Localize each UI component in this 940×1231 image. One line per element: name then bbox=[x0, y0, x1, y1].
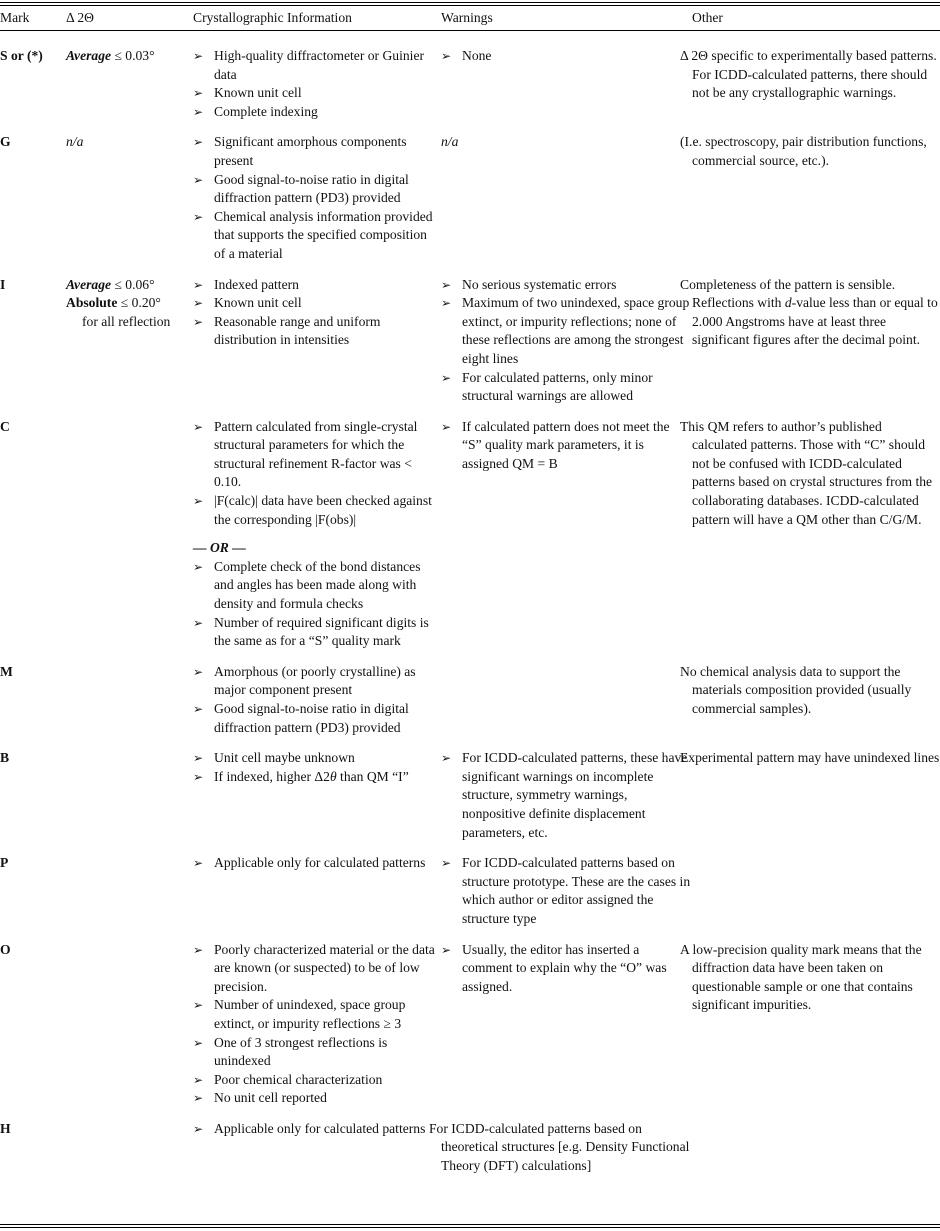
list-item bbox=[193, 276, 441, 295]
arrow-bullet-icon: ➢ bbox=[193, 664, 204, 679]
list-item-text: Good signal-to-noise ratio in digital diffraction pattern (PD3) provided bbox=[214, 701, 409, 735]
other-cell: No chemical analysis data to support the materials composition provided (usually commercial samples). bbox=[680, 663, 912, 716]
crystallographic-list bbox=[193, 941, 441, 1108]
list-item bbox=[441, 854, 692, 928]
list-item bbox=[193, 996, 441, 1033]
warnings-cell bbox=[441, 418, 692, 663]
list-item bbox=[193, 700, 441, 737]
absolute-value: ≤ 0.20° bbox=[117, 295, 161, 311]
top-rule-2 bbox=[0, 5, 940, 6]
arrow-bullet-icon: ➢ bbox=[441, 277, 452, 292]
list-item-text: If calculated pattern does not meet the “S” quality mark parameters, it is assigned QM = B bbox=[462, 418, 670, 471]
other-cell: Δ 2Θ specific to experimentally based patterns. For ICDD-calculated patterns, there should not be any crystallographic warnings. bbox=[680, 48, 937, 101]
other-cell bbox=[680, 276, 940, 418]
arrow-bullet-icon: ➢ bbox=[193, 296, 204, 311]
other-cell: (I.e. spectroscopy, pair distribution functions, commercial source, etc.). bbox=[680, 134, 927, 168]
crystallographic-list bbox=[193, 133, 441, 263]
list-item-text: Usually, the editor has inserted a comment to explain why the “O” was assigned. bbox=[462, 941, 667, 994]
list-item bbox=[193, 294, 441, 313]
arrow-bullet-icon: ➢ bbox=[193, 314, 204, 329]
mark-cell: M bbox=[0, 663, 13, 679]
list-item bbox=[193, 103, 441, 122]
crystallographic-cell bbox=[193, 941, 441, 1120]
arrow-bullet-icon: ➢ bbox=[441, 942, 452, 957]
crystallographic-list bbox=[193, 1120, 441, 1139]
list-item-text: Pattern calculated from single-crystal structural parameters for which the structural refinement R-factor was < 0.10. bbox=[214, 418, 418, 490]
header-row bbox=[0, 9, 940, 28]
list-item bbox=[193, 47, 441, 84]
list-item bbox=[193, 1034, 441, 1071]
arrow-bullet-icon: ➢ bbox=[441, 419, 452, 434]
delta-2theta-cell bbox=[66, 1120, 193, 1188]
crystallographic-cell bbox=[193, 133, 441, 275]
crystallographic-list bbox=[193, 418, 441, 530]
mark-cell: P bbox=[0, 855, 9, 871]
delta-2theta-cell bbox=[66, 854, 193, 940]
other-cell: This QM refers to author’s published calculated patterns. Those with “C” should not be confused with ICDD-calculated patterns based on crystal structures from the collaborating databases. ICDD-calculated pattern will have a QM other than C/G/M. bbox=[680, 418, 933, 527]
list-item-text: Amorphous (or poorly crystalline) as major component present bbox=[214, 663, 416, 698]
list-item bbox=[193, 171, 441, 208]
list-item-text: Known unit cell bbox=[214, 85, 302, 101]
warnings-list bbox=[441, 276, 692, 406]
list-item bbox=[441, 749, 692, 842]
absolute-note: for all reflection bbox=[82, 313, 171, 329]
list-item-text: Applicable only for calculated patterns bbox=[214, 855, 426, 871]
crystallographic-cell bbox=[193, 276, 441, 418]
list-item-text: One of 3 strongest reflections is unindexed bbox=[214, 1034, 388, 1069]
list-item-text: For ICDD-calculated patterns based on structure prototype. These are the cases in which author or editor assigned the structure type bbox=[462, 855, 691, 926]
list-item-text: No unit cell reported bbox=[214, 1090, 327, 1106]
arrow-bullet-icon: ➢ bbox=[441, 370, 452, 385]
list-item-text: Chemical analysis information provided that supports the specified composition of a material bbox=[214, 208, 433, 261]
arrow-bullet-icon: ➢ bbox=[193, 702, 204, 716]
mark-cell: I bbox=[0, 276, 6, 292]
arrow-bullet-icon: ➢ bbox=[193, 1035, 204, 1050]
list-item bbox=[193, 614, 441, 651]
average-value: ≤ 0.06° bbox=[111, 276, 155, 292]
arrow-bullet-icon: ➢ bbox=[193, 104, 204, 119]
arrow-bullet-icon: ➢ bbox=[441, 49, 452, 63]
list-item bbox=[193, 1089, 441, 1108]
list-item bbox=[441, 418, 692, 474]
list-item-text: Known unit cell bbox=[214, 295, 302, 311]
item-text-theta: θ bbox=[329, 768, 337, 784]
warnings-cell: n/a bbox=[441, 134, 459, 150]
list-item bbox=[441, 47, 692, 66]
warnings-cell bbox=[441, 276, 692, 418]
warnings-cell bbox=[441, 28, 692, 133]
table-row-s bbox=[0, 28, 940, 133]
average-label: Average bbox=[66, 48, 112, 63]
quality-mark-table bbox=[0, 9, 940, 1188]
table-row-m bbox=[0, 663, 940, 749]
list-item bbox=[193, 663, 441, 700]
table-row-i bbox=[0, 276, 940, 418]
list-item-text: Reasonable range and uniform distribution in intensities bbox=[214, 313, 381, 348]
list-item bbox=[441, 369, 692, 406]
table-row-h bbox=[0, 1120, 940, 1188]
bottom-rule-2 bbox=[0, 1227, 940, 1228]
list-item-text: Applicable only for calculated patterns bbox=[214, 1120, 426, 1136]
crystallographic-cell bbox=[193, 418, 441, 663]
delta-2theta-cell: n/a bbox=[66, 134, 84, 150]
list-item-text: Significant amorphous components present bbox=[214, 134, 407, 168]
list-item bbox=[193, 418, 441, 492]
mark-cell: B bbox=[0, 750, 10, 766]
arrow-bullet-icon: ➢ bbox=[193, 1072, 204, 1087]
absolute-label: Absolute bbox=[66, 295, 118, 311]
delta-2theta-cell bbox=[66, 276, 193, 418]
delta-2theta-cell bbox=[66, 941, 193, 1120]
list-item bbox=[193, 558, 441, 614]
warnings-list bbox=[441, 418, 692, 474]
arrow-bullet-icon: ➢ bbox=[193, 751, 204, 766]
mark-cell: H bbox=[0, 1120, 11, 1136]
arrow-bullet-icon: ➢ bbox=[193, 494, 204, 509]
table-row-c bbox=[0, 418, 940, 663]
list-item-text: Poorly characterized material or the data are known (or suspected) to be of low precision. bbox=[214, 941, 435, 994]
arrow-bullet-icon: ➢ bbox=[193, 998, 204, 1013]
list-item-text: No serious systematic errors bbox=[462, 276, 617, 292]
crystallographic-list bbox=[193, 47, 441, 121]
other-cell bbox=[692, 1120, 940, 1188]
crystallographic-cell bbox=[193, 28, 441, 133]
warnings-list bbox=[441, 47, 692, 66]
table-row-p bbox=[0, 854, 940, 940]
header-mark: Mark bbox=[0, 10, 30, 25]
arrow-bullet-icon: ➢ bbox=[193, 49, 204, 63]
mark-cell: O bbox=[0, 941, 11, 957]
arrow-bullet-icon: ➢ bbox=[193, 559, 204, 574]
average-label: Average bbox=[66, 276, 112, 292]
delta-2theta-cell bbox=[66, 663, 193, 749]
warnings-cell: For ICDD-calculated patterns based on theoretical structures [e.g. Density Functional Theory (DFT) calculations] bbox=[429, 1120, 690, 1174]
warnings-list bbox=[441, 854, 692, 928]
header-other: Other bbox=[692, 10, 723, 25]
header-warnings: Warnings bbox=[441, 10, 493, 25]
bottom-rule-1 bbox=[0, 1224, 940, 1225]
warnings-cell bbox=[441, 941, 692, 1120]
delta-2theta-cell bbox=[66, 418, 193, 663]
item-text-b: than QM “I” bbox=[336, 768, 409, 784]
list-item-text: High-quality diffractometer or Guinier data bbox=[214, 48, 425, 82]
delta-2theta-cell bbox=[66, 28, 193, 133]
list-item-text: |F(calc)| data have been checked against the corresponding |F(obs)| bbox=[214, 493, 432, 527]
other-text-b: -value less than or equal to 2.000 Angstroms have at least three significant figures after the decimal point. bbox=[692, 295, 938, 348]
list-item-text: Poor chemical characterization bbox=[214, 1071, 383, 1087]
list-item-text: For ICDD-calculated patterns, these have significant warnings on incomplete structure, symmetry warnings, nonpositive definite displacement parameters, etc. bbox=[462, 750, 688, 840]
list-item bbox=[441, 276, 692, 295]
list-item-text: Number of unindexed, space group extinct, or impurity reflections ≥ 3 bbox=[214, 997, 406, 1031]
mark-cell: S or (*) bbox=[0, 48, 43, 63]
list-item bbox=[193, 133, 441, 170]
list-item bbox=[193, 492, 441, 529]
item-text-a: If indexed, higher Δ2 bbox=[214, 768, 330, 784]
crystallographic-list-extra bbox=[193, 768, 441, 787]
arrow-bullet-icon: ➢ bbox=[193, 135, 204, 150]
top-rule-1 bbox=[0, 2, 940, 3]
arrow-bullet-icon: ➢ bbox=[193, 769, 204, 784]
list-item bbox=[193, 313, 441, 350]
mark-cell: G bbox=[0, 134, 11, 150]
list-item bbox=[193, 854, 441, 873]
other-text-italic: d bbox=[784, 295, 792, 311]
list-item-text: Maximum of two unindexed, space group extinct, or impurity reflections; none of these reflections are among the strongest eight lines bbox=[462, 295, 690, 366]
arrow-bullet-icon: ➢ bbox=[193, 419, 204, 434]
arrow-bullet-icon: ➢ bbox=[193, 172, 204, 187]
other-text-a: Completeness of the pattern is sensible. Reflections with bbox=[680, 276, 896, 311]
list-item-text: Indexed pattern bbox=[214, 276, 299, 292]
arrow-bullet-icon: ➢ bbox=[441, 751, 452, 766]
crystallographic-cell bbox=[193, 663, 441, 749]
list-item-text: Unit cell maybe unknown bbox=[214, 750, 355, 766]
or-separator: — OR — bbox=[193, 540, 246, 556]
list-item bbox=[193, 208, 441, 264]
arrow-bullet-icon: ➢ bbox=[441, 856, 452, 871]
list-item bbox=[193, 84, 441, 103]
other-cell bbox=[692, 854, 940, 940]
list-item bbox=[193, 768, 441, 787]
list-item-text: None bbox=[462, 48, 492, 63]
warnings-cell bbox=[441, 749, 692, 854]
arrow-bullet-icon: ➢ bbox=[193, 86, 204, 101]
arrow-bullet-icon: ➢ bbox=[193, 209, 204, 224]
list-item-text: Number of required significant digits is the same as for a “S” quality mark bbox=[214, 614, 429, 649]
table-row-o bbox=[0, 941, 940, 1120]
list-item bbox=[193, 1120, 441, 1139]
delta-2theta-cell bbox=[66, 749, 193, 854]
arrow-bullet-icon: ➢ bbox=[193, 1121, 204, 1136]
other-cell: A low-precision quality mark means that the diffraction data have been taken on questionable sample or one that contains significant impurities. bbox=[680, 941, 922, 1013]
warnings-cell bbox=[441, 663, 692, 749]
warnings-list bbox=[441, 749, 692, 842]
list-item bbox=[193, 1071, 441, 1090]
crystallographic-list-alt bbox=[193, 558, 441, 651]
list-item-text: Complete indexing bbox=[214, 103, 318, 119]
header-crystallographic-information: Crystallographic Information bbox=[193, 10, 352, 25]
list-item bbox=[193, 941, 441, 997]
arrow-bullet-icon: ➢ bbox=[441, 296, 452, 311]
arrow-bullet-icon: ➢ bbox=[193, 942, 204, 957]
warnings-cell bbox=[441, 854, 692, 940]
crystallographic-list bbox=[193, 854, 441, 873]
mark-cell: C bbox=[0, 418, 10, 434]
arrow-bullet-icon: ➢ bbox=[193, 856, 204, 871]
arrow-bullet-icon: ➢ bbox=[193, 615, 204, 630]
crystallographic-list bbox=[193, 749, 441, 768]
list-item bbox=[441, 941, 692, 997]
crystallographic-list bbox=[193, 276, 441, 350]
crystallographic-cell bbox=[193, 1120, 441, 1188]
list-item-text: Complete check of the bond distances and angles has been made along with density and formula checks bbox=[214, 558, 421, 612]
header-delta-2theta: Δ 2Θ bbox=[66, 10, 95, 25]
list-item-text: For calculated patterns, only minor structural warnings are allowed bbox=[462, 369, 653, 404]
other-cell: Experimental pattern may have unindexed lines bbox=[680, 750, 940, 766]
table-row-g bbox=[0, 133, 940, 275]
arrow-bullet-icon: ➢ bbox=[193, 1091, 204, 1106]
list-item bbox=[441, 294, 692, 368]
crystallographic-cell bbox=[193, 854, 441, 940]
warnings-list bbox=[441, 941, 692, 997]
average-value: ≤ 0.03° bbox=[111, 48, 155, 63]
crystallographic-list bbox=[193, 663, 441, 737]
crystallographic-cell bbox=[193, 749, 441, 854]
table-row-b bbox=[0, 749, 940, 854]
list-item-text: Good signal-to-noise ratio in digital diffraction pattern (PD3) provided bbox=[214, 171, 409, 206]
list-item bbox=[193, 749, 441, 768]
arrow-bullet-icon: ➢ bbox=[193, 277, 204, 292]
